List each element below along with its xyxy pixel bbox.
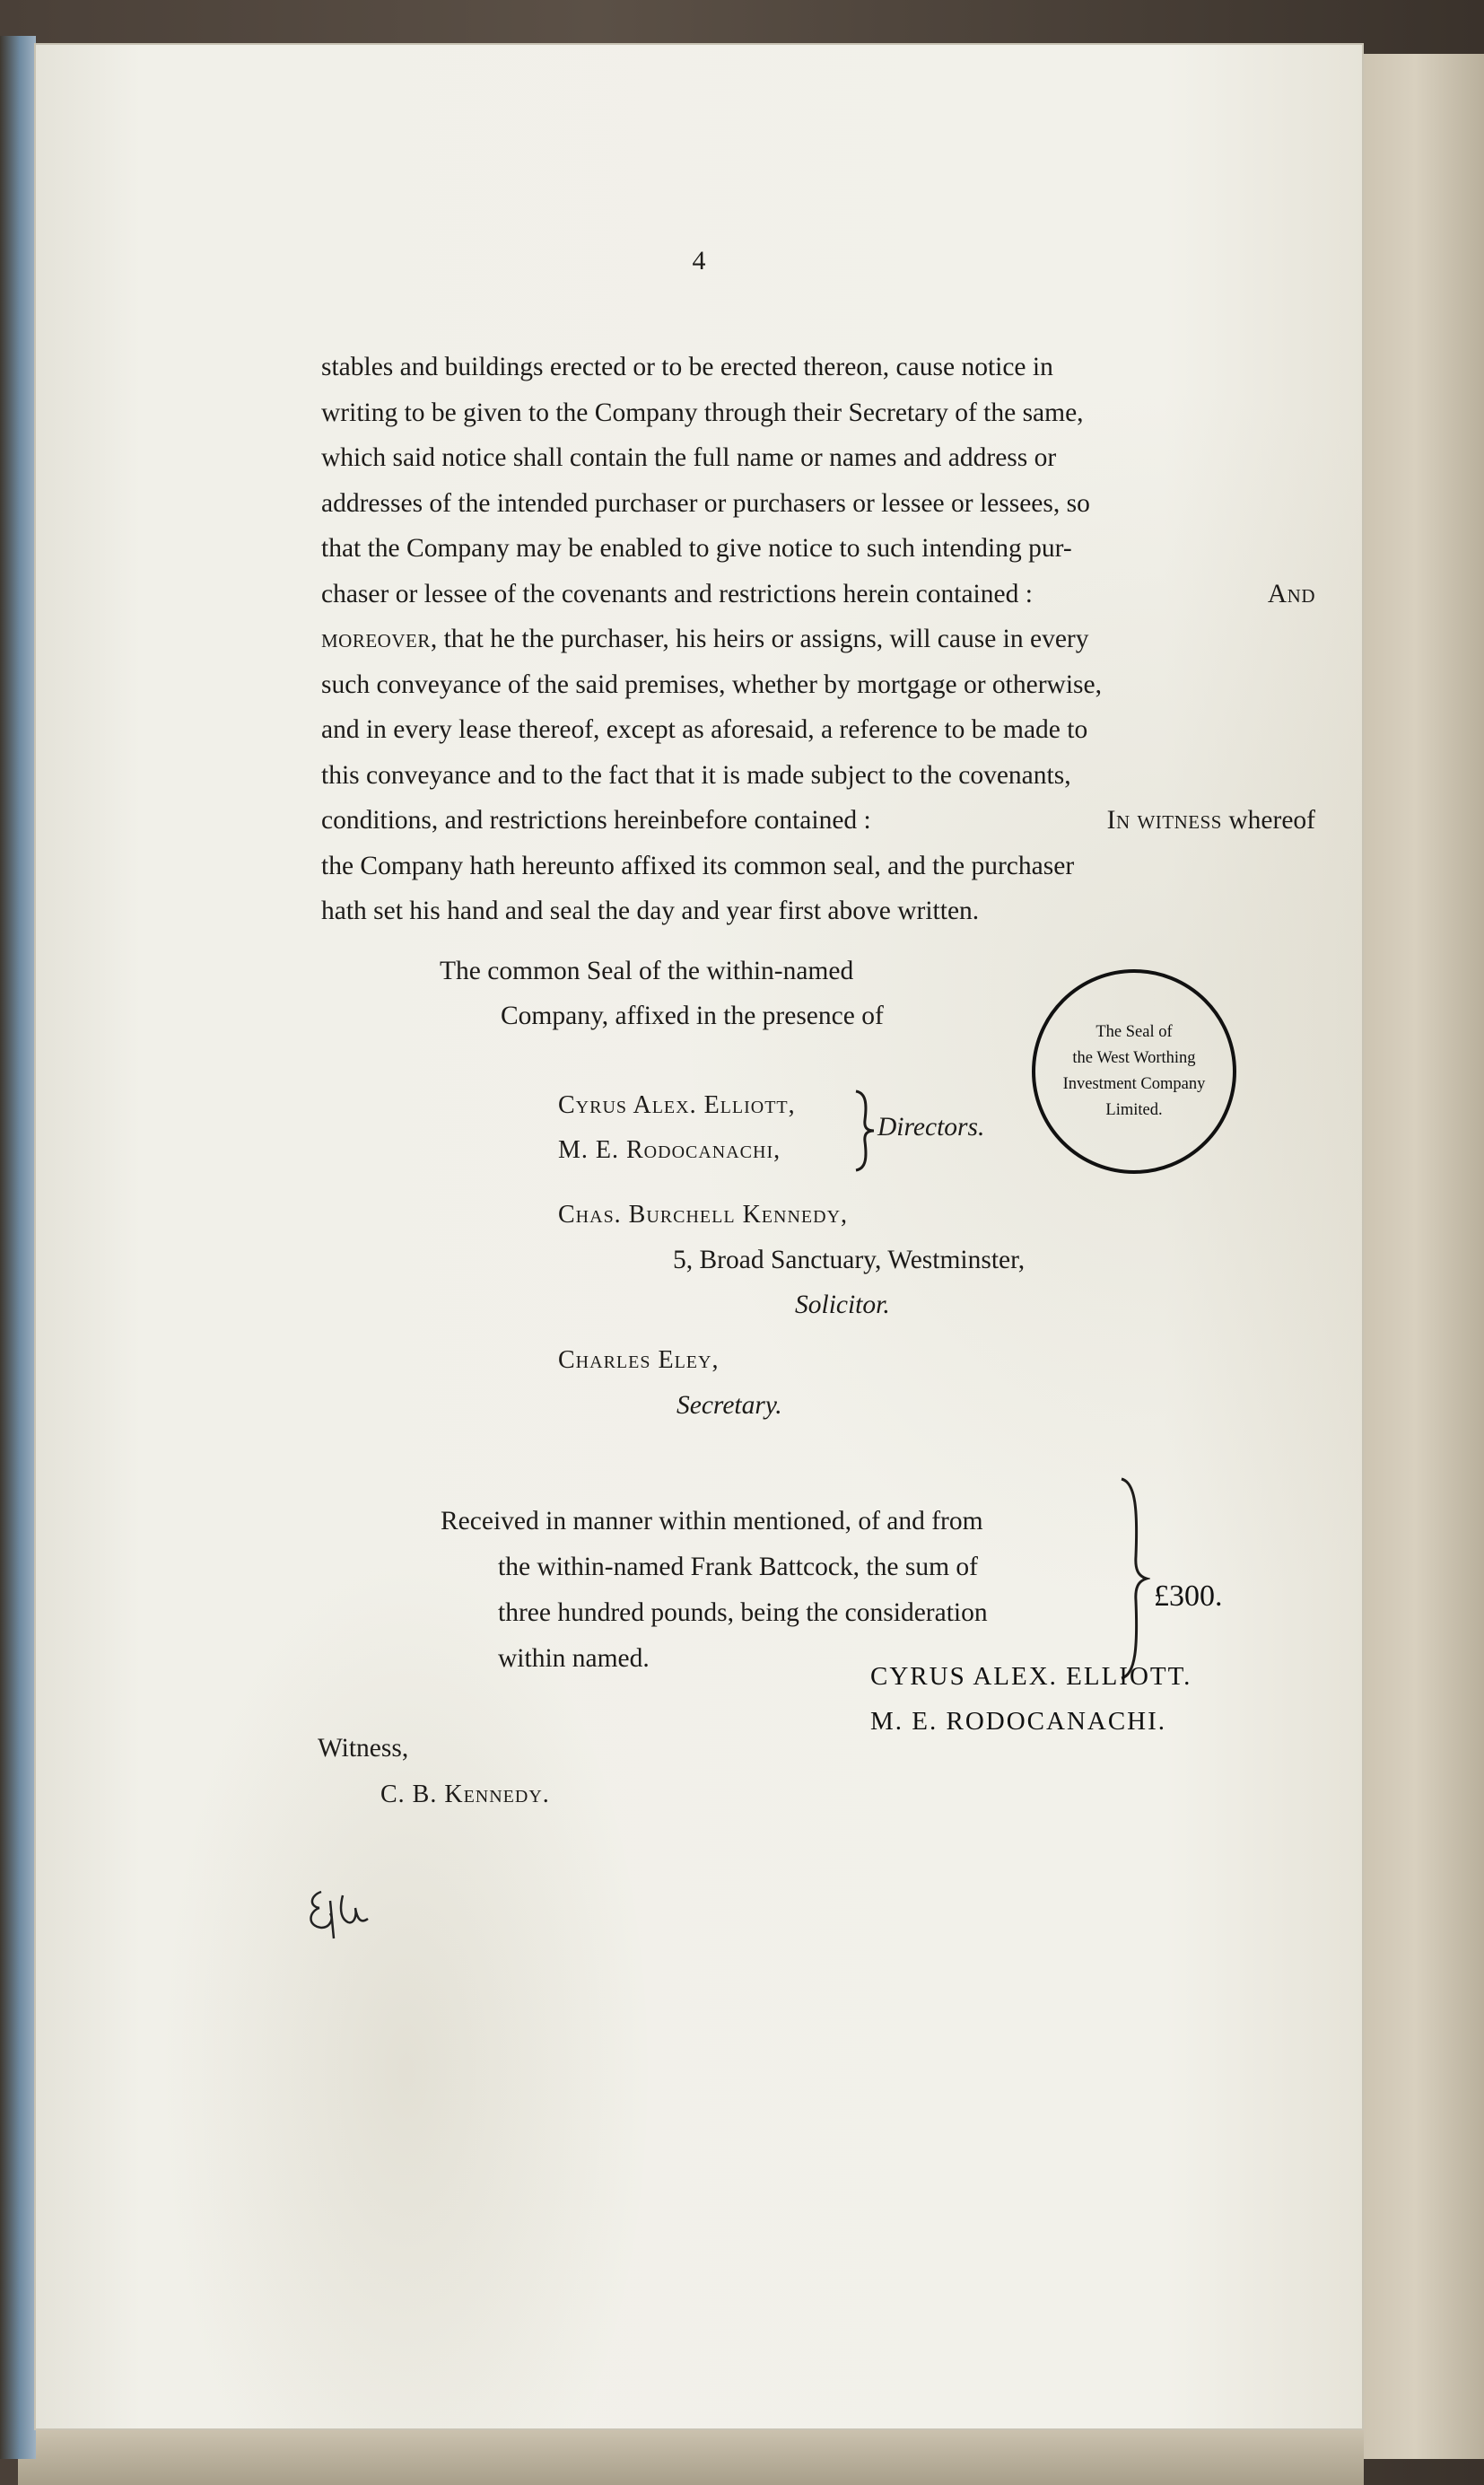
handwritten-initials-mark <box>303 1883 375 1946</box>
body-line-smallcaps: In witness <box>1106 806 1222 835</box>
document-page <box>34 43 1364 2430</box>
deed-body-text <box>321 345 1315 934</box>
underlying-page-bottom <box>18 2423 1364 2485</box>
receipt-line: the within-named Frank Battcock, the sum of <box>498 1553 978 1581</box>
body-line <box>321 798 1315 844</box>
body-line: hath set his hand and seal the day and year first above written. <box>321 897 980 925</box>
body-line: such conveyance of the said premises, whether by mortgage or otherwise, <box>321 669 1102 699</box>
receipt-signatory: M. E. RODOCANACHI. <box>870 1707 1167 1736</box>
seal-text: Limited. <box>1105 1101 1163 1119</box>
company-seal <box>1032 969 1236 1174</box>
body-line-text: whereof <box>1228 806 1315 835</box>
body-line: stables and buildings erected or to be erected thereon, cause notice in <box>321 353 1053 381</box>
body-line-text: chaser or lessee of the covenants and restrictions herein contained : <box>321 579 1033 608</box>
receipt-line: Received in manner within mentioned, of and from <box>441 1507 983 1536</box>
body-line-smallcaps: moreover <box>321 625 431 653</box>
body-line-text <box>1107 798 1315 844</box>
receipt-text <box>441 1499 1158 1682</box>
receipt-line: within named. <box>498 1644 650 1673</box>
attestation-line: Company, affixed in the presence of <box>501 1002 884 1030</box>
directors-brace <box>852 1088 877 1174</box>
body-line: writing to be given to the Company through their Secretary of the same, <box>321 398 1084 427</box>
witness-name: C. B. Kennedy. <box>380 1781 550 1808</box>
body-line <box>321 572 1315 617</box>
underlying-page-edge <box>1346 54 1484 2459</box>
receipt-signatory: CYRUS ALEX. ELLIOTT. <box>870 1662 1192 1691</box>
seal-text: Investment Company <box>1062 1075 1206 1093</box>
body-line-text: conditions, and restrictions hereinbefore contained : <box>321 806 871 835</box>
secretary-name: Charles Eley, <box>558 1346 720 1374</box>
solicitor-address: 5, Broad Sanctuary, Westminster, <box>673 1246 1026 1274</box>
binding-edge <box>0 36 36 2459</box>
director-name: Cyrus Alex. Elliott, <box>558 1091 796 1119</box>
receipt-amount: £300. <box>1154 1579 1223 1613</box>
secretary-label: Secretary. <box>677 1391 782 1420</box>
body-line: this conveyance and to the fact that it is made subject to the covenants, <box>321 760 1071 790</box>
body-line: the Company hath hereunto affixed its common seal, and the purchaser <box>321 851 1075 880</box>
body-line: that the Company may be enabled to give notice to such intending pur- <box>321 534 1072 563</box>
receipt-line: three hundred pounds, being the consideration <box>498 1598 988 1627</box>
body-line-smallcaps: And <box>1267 579 1315 608</box>
body-line-text: , that he the purchaser, his heirs or assigns, will cause in every <box>430 625 1089 653</box>
director-name: M. E. Rodocanachi, <box>558 1136 781 1164</box>
witness-label: Witness, <box>318 1734 409 1763</box>
body-line: addresses of the intended purchaser or purchasers or lessee or lessees, so <box>321 488 1090 518</box>
page-number: 4 <box>692 246 706 276</box>
solicitor-label: Solicitor. <box>795 1291 890 1319</box>
body-line: which said notice shall contain the full name or names and address or <box>321 443 1057 472</box>
seal-text: the West Worthing <box>1072 1049 1196 1067</box>
solicitor-name: Chas. Burchell Kennedy, <box>558 1201 849 1229</box>
body-line: and in every lease thereof, except as aforesaid, a reference to be made to <box>321 715 1088 744</box>
body-line <box>321 617 1315 662</box>
attestation-line: The common Seal of the within-named <box>440 957 854 985</box>
seal-text: The Seal of <box>1096 1023 1173 1041</box>
receipt-brace <box>1118 1475 1150 1682</box>
directors-label: Directors. <box>877 1113 985 1142</box>
